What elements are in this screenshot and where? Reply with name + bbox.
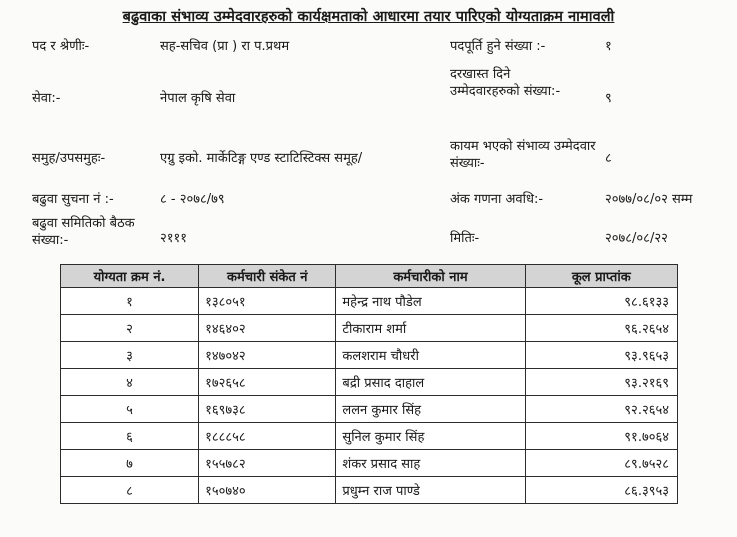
rank-cell: १ — [61, 288, 199, 315]
post-label: पद र श्रेणीः- — [32, 39, 90, 54]
employee-code-cell: १८८८५८ — [199, 423, 336, 450]
table-row — [61, 342, 678, 369]
applicant-count-value: ९ — [605, 91, 612, 106]
table-row — [61, 369, 678, 396]
group-value: एग्रु इको. मार्केटिङ्ग एण्ड स्टाटिस्टिक्स समूह/ — [160, 151, 363, 166]
employee-code-cell: १४६४०२ — [199, 315, 336, 342]
rank-cell: ६ — [61, 423, 199, 450]
total-score-cell: ९८.६१३३ — [525, 288, 677, 315]
total-score-cell: ९३.२१६९ — [525, 369, 677, 396]
employee-name-cell: प्रधुम्न राज पाण्डे — [336, 477, 525, 504]
employee-code-cell: १४७०४२ — [199, 342, 336, 369]
candidate-count-value: ८ — [605, 151, 612, 166]
header-employee-name: कर्मचारीको नाम — [336, 265, 525, 288]
employee-name-cell: बद्री प्रसाद दाहाल — [336, 369, 525, 396]
header-employee-code: कर्मचारी संकेत नं — [199, 265, 336, 288]
vacancy-count-value: १ — [605, 39, 612, 54]
date-label: मितिः- — [450, 231, 480, 246]
header-total-score: कूल प्राप्तांक — [525, 265, 677, 288]
rank-cell: ७ — [61, 450, 199, 477]
table-header-row — [61, 265, 678, 288]
employee-code-cell: १३८०५१ — [199, 288, 336, 315]
employee-name-cell: ललन कुमार सिंह — [336, 396, 525, 423]
employee-code-cell: १६९७३८ — [199, 396, 336, 423]
candidate-count-label: कायम भएको संभाव्य उम्मेदवार संख्याः- — [450, 139, 596, 171]
meeting-number-value: २१११ — [160, 231, 188, 246]
service-label: सेवा:- — [32, 91, 61, 106]
total-score-cell: ९६.२६५४ — [525, 315, 677, 342]
employee-name-cell: शंकर प्रसाद साह — [336, 450, 525, 477]
counting-period-label: अंक गणना अवधि:- — [450, 192, 544, 207]
notice-number-label: बढुवा सुचना नं :- — [32, 192, 114, 207]
employee-code-cell: १५०७४० — [199, 477, 336, 504]
employee-name-cell: टीकाराम शर्मा — [336, 315, 525, 342]
total-score-cell: ८९.७५२८ — [525, 450, 677, 477]
employee-name-cell: महेन्द्र नाथ पौडेल — [336, 288, 525, 315]
total-score-cell: ९३.९६५३ — [525, 342, 677, 369]
header-rank: योग्यता क्रम नं. — [61, 265, 199, 288]
table-row — [61, 477, 678, 504]
merit-list-table — [60, 264, 678, 504]
table-row — [61, 396, 678, 423]
total-score-cell: ९१.७०६४ — [525, 423, 677, 450]
table-row — [61, 315, 678, 342]
post-value: सह-सचिव (प्रा ) रा प.प्रथम — [160, 39, 290, 54]
employee-name-cell: सुनिल कुमार सिंह — [336, 423, 525, 450]
rank-cell: २ — [61, 315, 199, 342]
service-value: नेपाल कृषि सेवा — [160, 91, 236, 106]
rank-cell: ५ — [61, 396, 199, 423]
table-row — [61, 423, 678, 450]
employee-code-cell: १५५७८२ — [199, 450, 336, 477]
rank-cell: ३ — [61, 342, 199, 369]
employee-name-cell: कलशराम चौधरी — [336, 342, 525, 369]
group-label: समुह/उपसमुहः- — [32, 151, 106, 166]
total-score-cell: ८६.३९५३ — [525, 477, 677, 504]
counting-period-value: २०७७/०८/०२ सम्म — [605, 192, 693, 207]
vacancy-count-label: पदपूर्ति हुने संख्या :- — [450, 39, 546, 54]
notice-number-value: ८ - २०७८/७९ — [160, 192, 225, 207]
date-value: २०७८/०८/२२ — [605, 231, 668, 246]
applicant-count-label: दरखास्त दिने उम्मेदवारहरुको संख्या:- — [450, 67, 561, 99]
rank-cell: ४ — [61, 369, 199, 396]
meeting-number-label: बढुवा समितिको बैठक संख्या:- — [32, 216, 135, 248]
total-score-cell: ९२.२६५४ — [525, 396, 677, 423]
rank-cell: ८ — [61, 477, 199, 504]
document-title: बढुवाका संभाव्य उम्मेदवारहरुको कार्यक्षमताको आधारमा तयार पारिएको योग्यताक्रम नामावली — [122, 9, 615, 25]
employee-code-cell: १७२६५८ — [199, 369, 336, 396]
table-row — [61, 288, 678, 315]
table-row — [61, 450, 678, 477]
